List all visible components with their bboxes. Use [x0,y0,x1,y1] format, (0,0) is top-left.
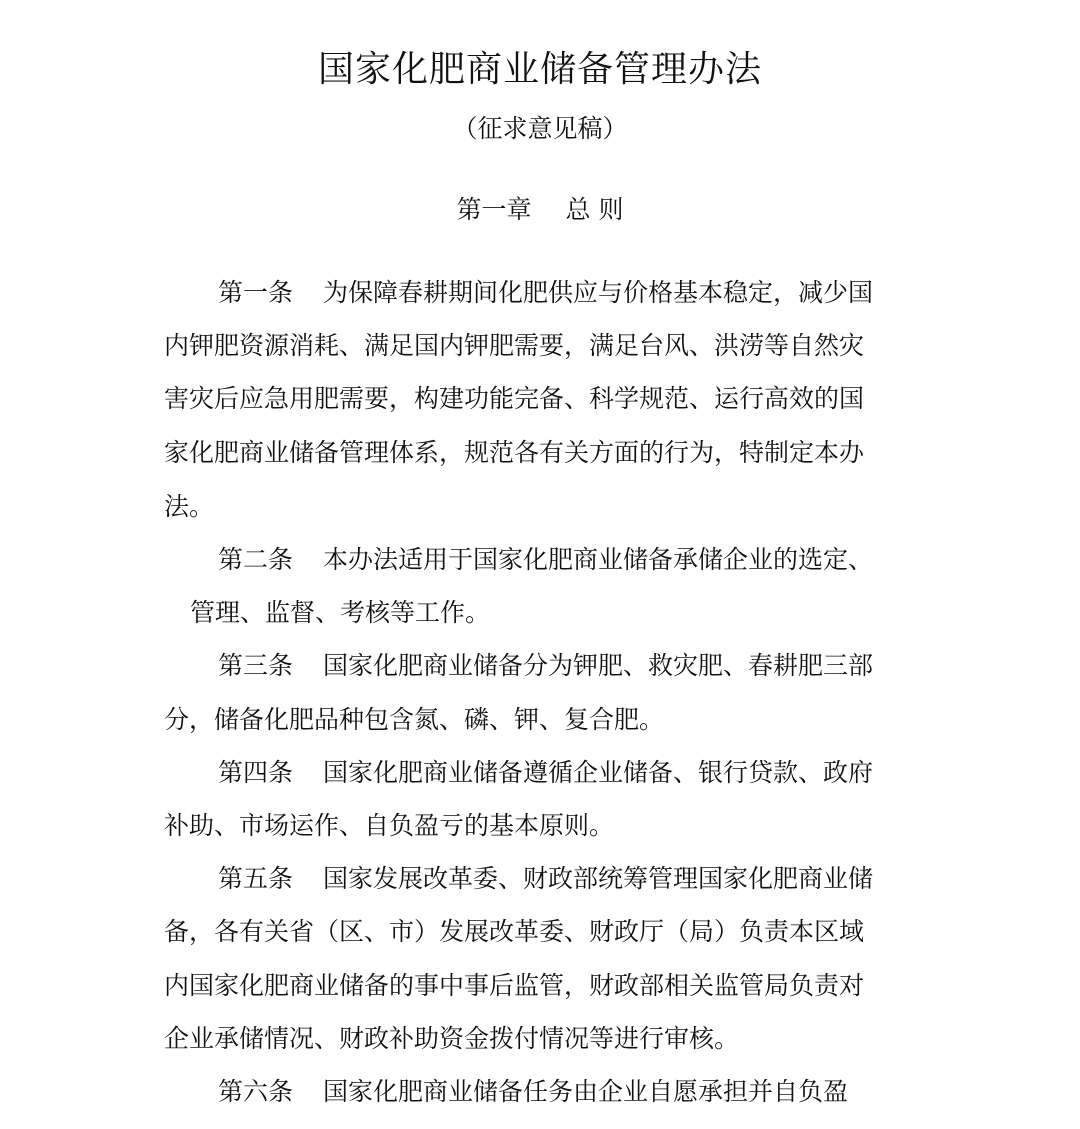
article-3-text: 国家化肥商业储备分为钾肥、救灾肥、春耕肥三部 [323,651,874,680]
article-6-label: 第六条 [218,1077,294,1106]
article-1-text: 为保障春耕期间化肥供应与价格基本稳定，减少国 [323,278,874,307]
article-6-line-1 [218,1075,848,1109]
article-6-text: 国家化肥商业储备任务由企业自愿承担并自负盈 [323,1077,849,1106]
article-5-line-1 [218,862,873,896]
article-4-text: 国家化肥商业储备遵循企业储备、银行贷款、政府 [323,758,874,787]
article-1-line-5: 法。 [164,492,215,521]
document-subtitle: （征求意见稿） [452,114,628,143]
article-3-label: 第三条 [218,651,294,680]
article-5-line-4: 企业承储情况、财政补助资金拨付情况等进行审核。 [164,1024,740,1053]
article-5-text: 国家发展改革委、财政部统筹管理国家化肥商业储 [323,864,874,893]
article-5-line-2: 备，各有关省（区、市）发展改革委、财政厅（局）负责本区域 [164,917,865,946]
article-2-text: 本办法适用于国家化肥商业储备承储企业的选定、 [323,545,874,574]
article-3-line-1 [218,649,873,683]
article-5-line-3: 内国家化肥商业储备的事中事后监管，财政部相关监管局负责对 [164,971,865,1000]
article-1-line-1 [218,276,873,310]
article-4-line-2: 补助、市场运作、自负盈亏的基本原则。 [164,811,615,840]
article-1-line-2: 内钾肥资源消耗、满足国内钾肥需要，满足台风、洪涝等自然灾 [164,331,865,360]
chapter-number: 第一章 [456,195,532,224]
chapter-heading [0,193,1080,227]
article-4-line-1 [218,756,873,790]
document-title: 国家化肥商业储备管理办法 [317,49,762,90]
chapter-title: 总 则 [565,195,624,224]
article-5-label: 第五条 [218,864,294,893]
article-2-line-2: 管理、监督、考核等工作。 [190,598,491,627]
article-1-line-3: 害灾后应急用肥需要，构建功能完备、科学规范、运行高效的国 [164,384,865,413]
article-4-label: 第四条 [218,758,294,787]
article-3-line-2: 分，储备化肥品种包含氮、磷、钾、复合肥。 [164,705,665,734]
article-2-label: 第二条 [218,545,294,574]
article-1-label: 第一条 [218,278,294,307]
article-1-line-4: 家化肥商业储备管理体系，规范各有关方面的行为，特制定本办 [164,438,865,467]
article-2-line-1 [218,543,873,577]
